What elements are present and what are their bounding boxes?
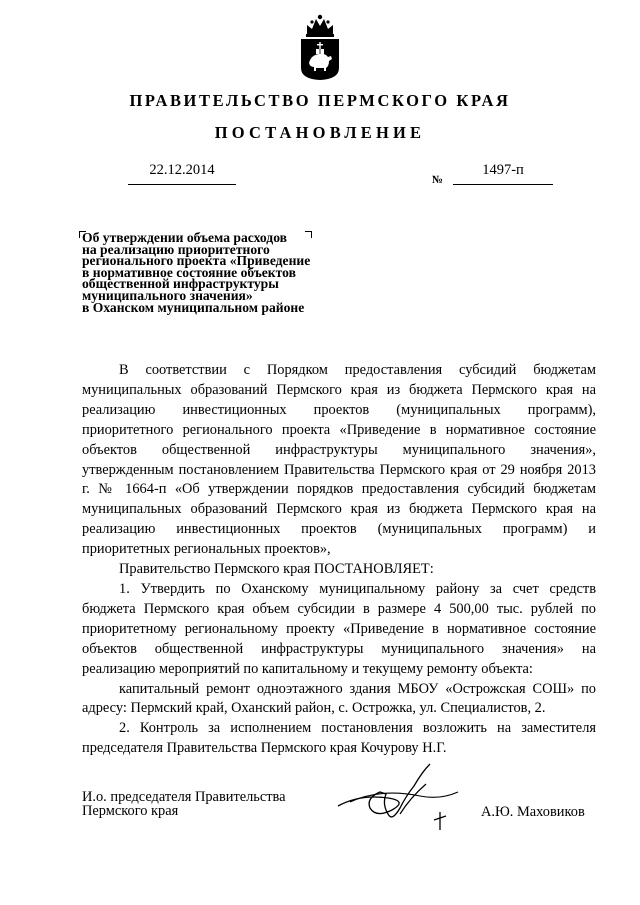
subject-line: регионального проекта «Приведение (82, 253, 311, 269)
body-paragraph-preamble: В соответствии с Порядком предоставления субсидий бюджетам муниципальных образований Пермского края из бюджета Пермского края на реализацию инвестиционных проектов (муниципальных программ), приоритетного регионального проекта «Приведение в нормативное состояние объектов общественной инфраструктуры муниципального значения», утвержденным постановлением Правительства Пермского края от 29 ноября 2013 г. № 1664-п «Об утверждении порядков предоставления субсидий бюджетам муниципальных образований Пермского края из бюджета Пермского края на реализацию инвестиционных проектов (муниципальных программ) и приоритетных региональных проектов», (82, 362, 596, 558)
subject-line: муниципального значения» (82, 287, 253, 303)
subject-line: в Оханском муниципальном районе (82, 299, 305, 315)
number-underline (453, 184, 553, 185)
perm-krai-coat-of-arms-icon (299, 13, 341, 81)
signer-position (82, 791, 286, 818)
subject-line: общественной инфраструктуры (82, 276, 279, 292)
signer-position-line: Пермского края (82, 802, 179, 819)
signer-position-line: И.о. председателя Правительства (82, 789, 286, 805)
subject-line: в нормативное состояние объектов (82, 264, 296, 280)
document-body (82, 361, 596, 759)
document-date: 22.12.2014 (149, 162, 215, 178)
body-paragraph-item-1: 1. Утвердить по Оханскому муниципальному району за счет средств бюджета Пермского края объем субсидии в размере 4 500,00 тыс. рублей по приоритетному региональному проекту «Приведение в нормативное состояние объектов общественной инфраструктуры муниципального значения» на реализацию мероприятий по капитальному и текущему ремонту объекта: (82, 580, 596, 677)
body-paragraph-resolves: Правительство Пермского края ПОСТАНОВЛЯЕТ: (119, 561, 434, 578)
date-underline (128, 184, 236, 185)
subject-line: на реализацию приоритетного (82, 241, 270, 257)
document-type-title: ПОСТАНОВЛЕНИЕ (214, 123, 426, 142)
body-paragraph-item-2: 2. Контроль за исполнением постановления возложить на заместителя председателя Правительства Пермского края Кочурову Н.Г. (82, 720, 596, 757)
document-subject (82, 232, 382, 313)
body-paragraph-object: капитальный ремонт одноэтажного здания МБОУ «Острожская СОШ» по адресу: Пермский край, Оханский район, с. Острожка, ул. Специалистов, 2. (82, 680, 596, 717)
number-sign: № (432, 174, 444, 186)
subject-line: Об утверждении объема расходов (82, 230, 287, 245)
handwritten-signature-icon (330, 758, 465, 838)
signer-name: А.Ю. Маховиков (481, 804, 585, 820)
organization-title: ПРАВИТЕЛЬСТВО ПЕРМСКОГО КРАЯ (129, 91, 511, 110)
document-number: 1497-п (482, 162, 524, 178)
